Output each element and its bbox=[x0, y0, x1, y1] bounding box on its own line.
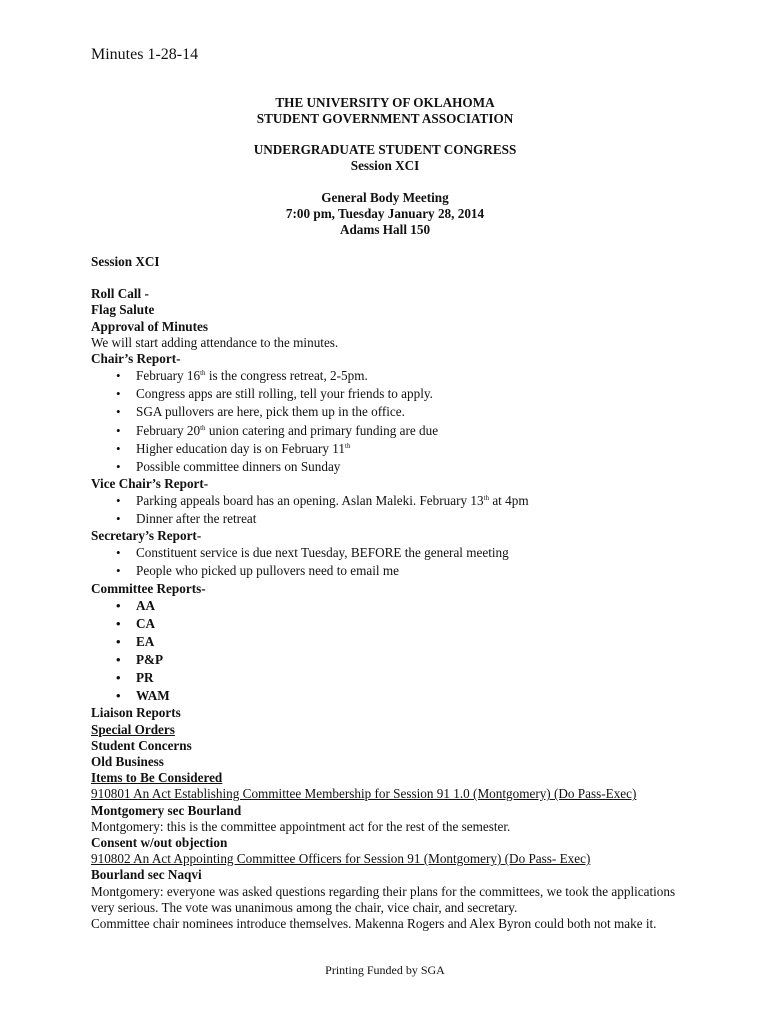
committee-reports-list bbox=[91, 597, 691, 706]
special-orders-heading: Special Orders bbox=[91, 721, 175, 737]
title-line: Session XCI bbox=[350, 158, 420, 174]
list-item: • SGA pullovers are here, pick them up in the office. bbox=[91, 403, 691, 421]
list-item: • Congress apps are still rolling, tell your friends to apply. bbox=[91, 385, 691, 403]
session-heading: Session XCI bbox=[91, 254, 160, 269]
list-item: • PR bbox=[91, 669, 691, 687]
list-item: • Higher education day is on February 11th bbox=[91, 440, 691, 458]
vice-chairs-report-heading: Vice Chair’s Report- bbox=[91, 475, 209, 491]
vice-chairs-report-list bbox=[91, 492, 691, 528]
roll-call-heading: Roll Call - bbox=[91, 286, 149, 302]
chairs-report-heading: Chair’s Report- bbox=[91, 351, 181, 367]
liaison-reports-heading: Liaison Reports bbox=[91, 705, 181, 721]
secretarys-report-heading: Secretary’s Report- bbox=[91, 528, 202, 544]
act-title: 910802 An Act Appointing Committee Officers for Session 91 (Montgomery) (Do Pass- Exec) bbox=[91, 851, 591, 867]
act-text: Montgomery: this is the committee appointment act for the rest of the semester. bbox=[91, 818, 511, 834]
list-item: • WAM bbox=[91, 687, 691, 705]
title-line: THE UNIVERSITY OF OKLAHOMA bbox=[275, 95, 495, 110]
act-title: 910801 An Act Establishing Committee Membership for Session 91 1.0 (Montgomery) (Do Pass-Exec) bbox=[91, 786, 637, 802]
act-motion: Bourland sec Naqvi bbox=[91, 867, 202, 883]
title-line: General Body Meeting bbox=[321, 190, 449, 205]
secretarys-report-list bbox=[91, 544, 691, 580]
flag-salute-heading: Flag Salute bbox=[91, 302, 155, 318]
items-considered-heading: Items to Be Considered bbox=[91, 770, 223, 786]
act-text: Montgomery: everyone was asked questions regarding their plans for the committees, we took the applications very serious. The vote was unanimous among the chair, vice chair, and secretary. bbox=[91, 883, 676, 915]
institution-title bbox=[0, 95, 770, 127]
title-line: STUDENT GOVERNMENT ASSOCIATION bbox=[256, 111, 514, 127]
chairs-report-list bbox=[91, 367, 691, 476]
meeting-info bbox=[0, 190, 770, 239]
title-line: UNDERGRADUATE STUDENT CONGRESS bbox=[253, 142, 517, 157]
act-result: Consent w/out objection bbox=[91, 834, 228, 850]
list-item: • AA bbox=[91, 597, 691, 615]
act-text: Committee chair nominees introduce themselves. Makenna Rogers and Alex Byron could both not make it. bbox=[91, 915, 657, 931]
list-item: • Parking appeals board has an opening. Aslan Maleki. February 13th at 4pm bbox=[91, 492, 691, 510]
title-line: 7:00 pm, Tuesday January 28, 2014 bbox=[285, 206, 485, 222]
list-item: • February 16th is the congress retreat, 2-5pm. bbox=[91, 367, 691, 385]
approval-text: We will start adding attendance to the minutes. bbox=[91, 334, 339, 350]
student-concerns-heading: Student Concerns bbox=[91, 737, 192, 753]
list-item: • EA bbox=[91, 633, 691, 651]
old-business-heading: Old Business bbox=[91, 753, 164, 769]
list-item: • CA bbox=[91, 615, 691, 633]
list-item: • February 20th union catering and primary funding are due bbox=[91, 422, 691, 440]
act-motion: Montgomery sec Bourland bbox=[91, 802, 242, 818]
congress-title bbox=[0, 142, 770, 174]
list-item: • People who picked up pullovers need to email me bbox=[91, 562, 691, 580]
list-item: • Constituent service is due next Tuesday, BEFORE the general meeting bbox=[91, 544, 691, 562]
page-label: Minutes 1-28-14 bbox=[91, 46, 199, 63]
title-line: Adams Hall 150 bbox=[339, 222, 431, 238]
list-item: • Dinner after the retreat bbox=[91, 510, 691, 528]
minutes-body bbox=[91, 254, 691, 932]
committee-reports-heading: Committee Reports- bbox=[91, 580, 206, 596]
list-item: • P&P bbox=[91, 651, 691, 669]
approval-heading: Approval of Minutes bbox=[91, 318, 208, 334]
page-footer: Printing Funded by SGA bbox=[325, 963, 445, 977]
list-item: • Possible committee dinners on Sunday bbox=[91, 458, 691, 476]
